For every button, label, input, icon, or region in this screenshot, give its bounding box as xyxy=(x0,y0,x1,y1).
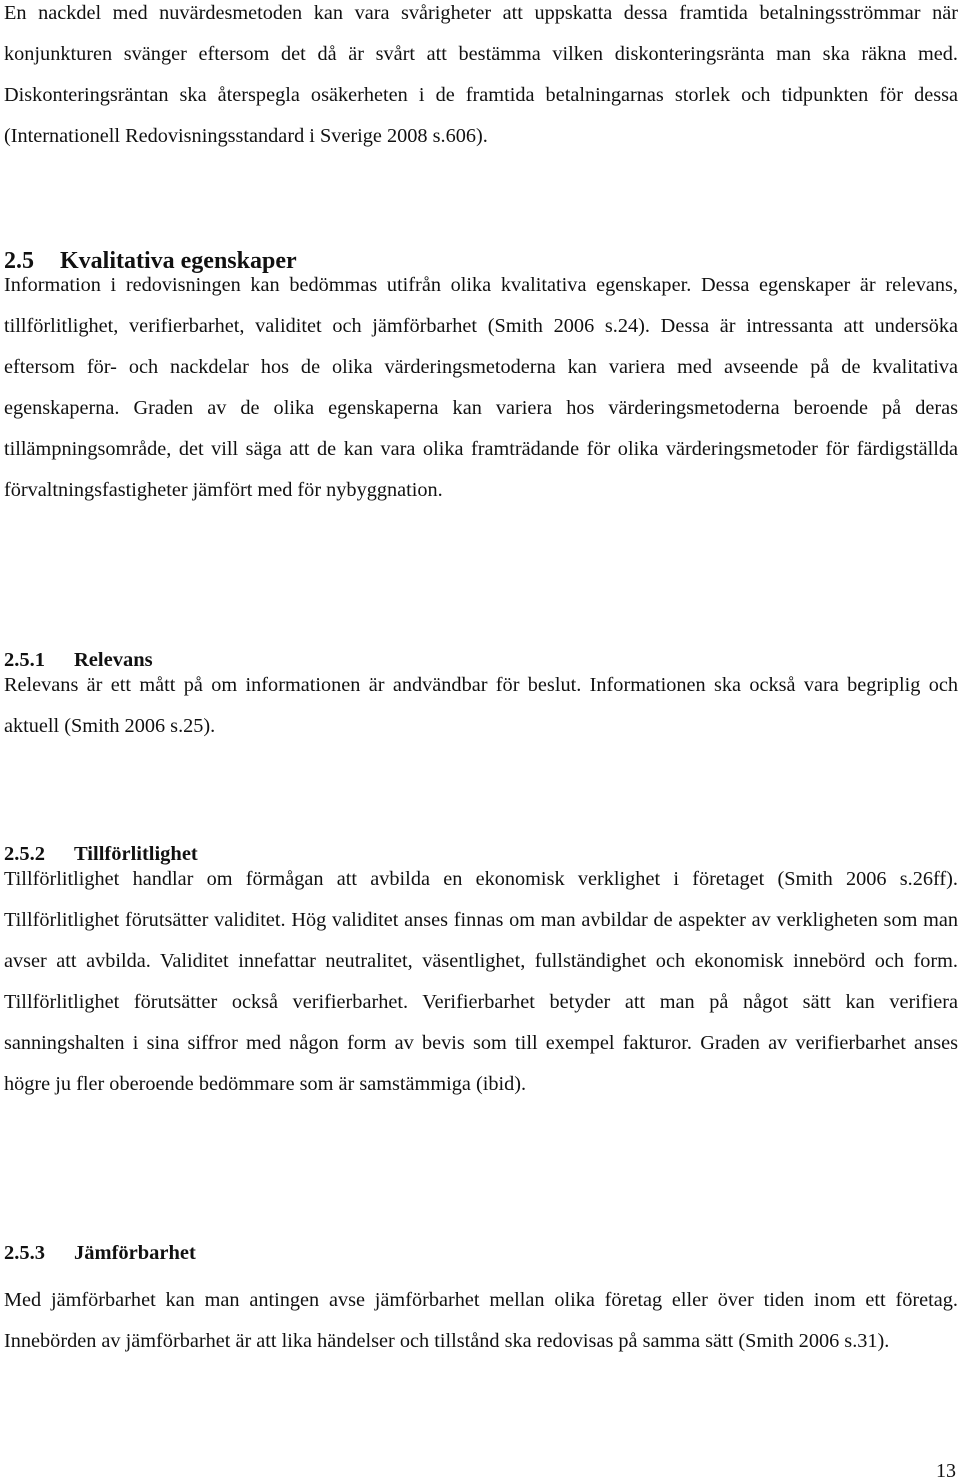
subsection-number: 2.5.1 xyxy=(4,649,45,671)
subsection-heading-jamforbarhet xyxy=(4,1239,196,1267)
subsection-title: Tillförlitlighet xyxy=(74,843,198,865)
subsection-number: 2.5.3 xyxy=(4,1242,45,1264)
section-paragraph: Information i redovisningen kan bedömmas utifrån olika kvalitativa egenskaper. Dessa egenskaper är relevans, tillförlitlighet, verifierbarhet, validitet och jämförbarhet (Smith 2006 s.24). Dessa är intressanta att undersöka eftersom för- och nackdelar hos de olika värderingsmetoderna kan variera med avseende på de kvalitativa egenskaperna. Graden av de olika egenskaperna kan variera hos värderingsmetoderna beroende på deras tillämpningsområde, det vill säga att de kan vara olika framträdande för olika värderingsmetoder för färdigställda förvaltningsfastigheter jämfört med för nybyggnation. xyxy=(4,274,958,501)
subsection-paragraph-relevans: Relevans är ett mått på om informationen är andvändbar för beslut. Informationen ska också vara begriplig och aktuell (Smith 2006 s.25). xyxy=(4,674,958,737)
page-number: 13 xyxy=(936,1460,956,1482)
section-title: Kvalitativa egenskaper xyxy=(60,248,297,274)
section-number: 2.5 xyxy=(4,248,34,274)
subsection-paragraph-tillforlitlighet: Tillförlitlighet handlar om förmågan att avbilda en ekonomisk verklighet i företaget (Smith 2006 s.26ff). Tillförlitlighet förutsätter validitet. Hög validitet anses finnas om man avbildar de aspekter av verkligheten som man avser att avbilda. Validitet innefattar neutralitet, väsentlighet, fullständighet och ekonomisk innebörd och form. Tillförlitlighet förutsätter också verifierbarhet. Verifierbarhet betyder att man på något sätt kan verifiera sanningshalten i sina siffror med någon form av bevis som till exempel fakturor. Graden av verifierbarhet anses högre ju fler oberoende bedömmare som är samstämmiga (ibid). xyxy=(4,868,958,1095)
subsection-title: Jämförbarhet xyxy=(74,1242,196,1264)
intro-paragraph: En nackdel med nuvärdesmetoden kan vara svårigheter att uppskatta dessa framtida betalningsströmmar när konjunkturen svänger eftersom det då är svårt att bestämma vilken diskonteringsränta man ska räkna med. Diskonteringsräntan ska återspegla osäkerheten i de framtida betalningarnas storlek och tidpunkten för dessa (Internationell Redovisningsstandard i Sverige 2008 s.606). xyxy=(4,2,958,147)
subsection-paragraph-jamforbarhet: Med jämförbarhet kan man antingen avse jämförbarhet mellan olika företag eller över tiden inom ett företag. Innebörden av jämförbarhet är att lika händelser och tillstånd ska redovisas på samma sätt (Smith 2006 s.31). xyxy=(4,1289,958,1352)
subsection-number: 2.5.2 xyxy=(4,843,45,865)
subsection-title: Relevans xyxy=(74,649,153,671)
